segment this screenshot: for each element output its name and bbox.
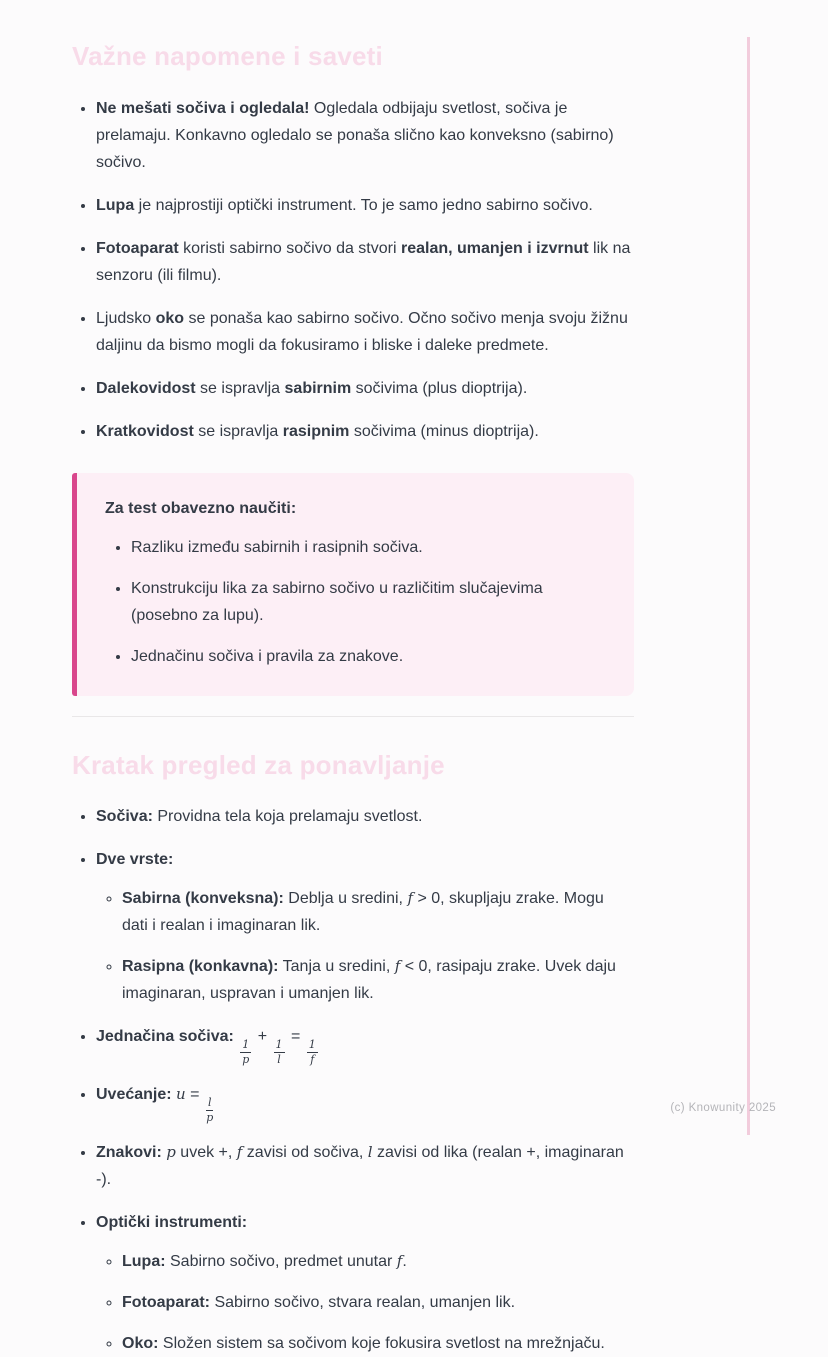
math-symbol: f [407,889,413,907]
bold-text: Oko: [122,1335,158,1352]
text: Razliku između sabirnih i rasipnih sočiva. [131,539,423,556]
math-symbol: f [395,957,401,975]
page-content [72,0,634,1357]
text: sočivima (plus dioptrija). [351,380,527,397]
fraction: $\frac{1}{p}$ [240,1039,251,1065]
list-item [96,846,634,1007]
bold-text: Jednačina sočiva: [96,1028,234,1045]
summary-list [72,803,634,1357]
text: lik na senzoru (ili filmu). [96,240,630,284]
math-symbol: f [237,1143,243,1161]
bold-text: Uvećanje: [96,1086,172,1103]
text: Deblja u sredini, [284,890,408,907]
text: + [253,1028,271,1045]
text: Tanja u sredini, [278,958,394,975]
sub-list-item [122,953,634,1007]
notes-list [72,95,634,445]
sub-list-item [122,1330,634,1357]
callout-box [72,473,634,696]
text: > 0, skupljaju zrake. Mogu dati i realan i imaginaran lik. [122,890,604,934]
text: zavisi od sočiva, [242,1144,367,1161]
math-symbol: u [176,1085,186,1103]
bold-text: Kratkovidost [96,423,194,440]
text: se ponaša kao sabirno sočivo. Očno sočivo menja svoju žižnu daljinu da bismo mogli da fokusiramo i bliske i daleke predmete. [96,310,628,354]
list-item [96,1139,634,1193]
bold-text: Lupa [96,197,134,214]
sub-list-item [122,1248,634,1275]
text: < 0, rasipaju zrake. Uvek daju imaginaran, uspravan i umanjen lik. [122,958,616,1002]
list-item [96,418,634,445]
text: Jednačinu sočiva i pravila za znakove. [131,648,403,665]
text: zavisi od lika (realan +, imaginaran -). [96,1144,624,1188]
bold-text: Znakovi: [96,1144,162,1161]
text: Providna tela koja prelamaju svetlost. [153,808,422,825]
list-item [96,1209,634,1357]
list-item [96,1081,634,1123]
text: . [402,1253,406,1270]
bold-text: Fotoaparat: [122,1294,210,1311]
bold-text: Dve vrste: [96,851,173,868]
text: Konstrukciju lika za sabirno sočivo u različitim slučajevima (posebno za lupu). [131,580,543,624]
math-symbol: f [397,1252,403,1270]
section-notes [72,40,634,696]
bold-text: rasipnim [283,423,350,440]
section-title-notes: Važne napomene i saveti [72,40,634,73]
sub-list-item [122,1289,634,1316]
bold-text: realan, umanjen i izvrnut [401,240,589,257]
copyright-footer: (c) Knowunity 2025 [670,1102,776,1114]
section-title-summary: Kratak pregled za ponavljanje [72,749,634,782]
fraction: $\frac{l}{p}$ [206,1097,214,1123]
page-edge-line [747,37,750,1135]
section-divider [72,716,634,717]
list-item [131,575,606,629]
bold-text: oko [156,310,184,327]
text: sočivima (minus dioptrija). [349,423,538,440]
text: koristi sabirno sočivo da stvori [179,240,401,257]
bold-text: Fotoaparat [96,240,179,257]
list-item [96,1023,634,1065]
fraction: $\frac{1}{l}$ [274,1039,285,1065]
list-item [96,375,634,402]
sub-list-item [122,885,634,939]
sub-list [96,885,634,1007]
sub-list [96,1248,634,1357]
text [234,1028,238,1045]
bold-text: Ne mešati sočiva i ogledala! [96,100,309,117]
list-item [131,643,606,670]
text: Ogledala odbijaju svetlost, sočiva je prelamaju. Konkavno ogledalo se ponaša slično kao konveksno (sabirno) sočivo. [96,100,614,171]
bold-text: Rasipna (konkavna): [122,958,278,975]
callout-title: Za test obavezno naučiti: [105,495,606,522]
list-item [96,235,634,289]
fraction: $\frac{1}{f}$ [307,1039,318,1065]
text: = [186,1086,204,1103]
list-item [96,95,634,176]
text: Ljudsko [96,310,156,327]
text: se ispravlja [194,423,283,440]
list-item [96,803,634,830]
text: = [287,1028,305,1045]
text: Sabirno sočivo, predmet unutar [166,1253,397,1270]
bold-text: Sočiva: [96,808,153,825]
math-symbol: l [368,1143,373,1161]
text: je najprostiji optički instrument. To je samo jedno sabirno sočivo. [134,197,593,214]
list-item [131,534,606,561]
math-symbol: p [166,1143,176,1161]
bold-text: Lupa: [122,1253,166,1270]
text: Sabirno sočivo, stvara realan, umanjen lik. [210,1294,515,1311]
list-item [96,305,634,359]
text: uvek +, [176,1144,237,1161]
bold-text: Optički instrumenti: [96,1214,247,1231]
callout-list [105,534,606,670]
bold-text: Sabirna (konveksna): [122,890,284,907]
bold-text: Dalekovidost [96,380,196,397]
text: se ispravlja [196,380,285,397]
section-summary [72,749,634,1357]
list-item [96,192,634,219]
bold-text: sabirnim [285,380,352,397]
text: Složen sistem sa sočivom koje fokusira svetlost na mrežnjaču. [158,1335,604,1352]
